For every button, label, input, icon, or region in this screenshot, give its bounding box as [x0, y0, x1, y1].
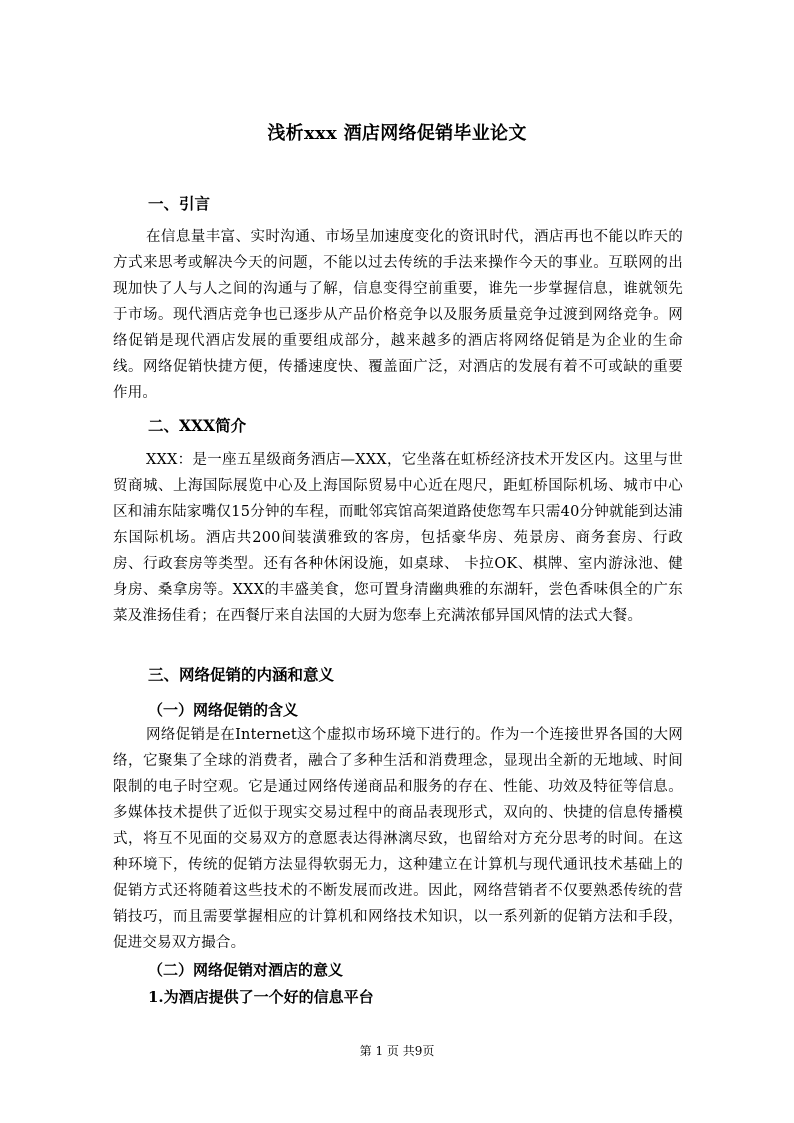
document-title: 浅析xxx 酒店网络促销毕业论文 [267, 123, 527, 144]
hotel-profile-paragraph: XXX：是一座五星级商务酒店—XXX，它坐落在虹桥经济技术开发区内。这里与世贸商城、上海国际展览中心及上海国际贸易中心近在咫尺，距虹桥国际机场、城市中心区和浦东陆家嘴仅15分钟的车程，而毗邻宾馆高架道路使您驾车只需40分钟就能到达浦东国际机场。酒店共200间装潢雅致的客房，包括豪华房、苑景房、商务套房、行政房、行政套房等类型。还有各种休闲设施，如桌球、 卡拉OK、棋牌、室内游泳池、健身房、桑拿房等。XXX的丰盛美食，您可置身清幽典雅的东湖轩，尝色香味俱全的广东菜及淮扬佳肴；在西餐厅来自法国的大厨为您奉上充满浓郁异国风情的法式大餐。 [113, 452, 683, 624]
definition-paragraph: 网络促销是在Internet这个虚拟市场环境下进行的。作为一个连接世界各国的大网络，它聚集了全球的消费者，融合了多种生活和消费理念，显现出全新的无地域、时间限制的电子时空观。它是通过网络传递商品和服务的存在、性能、功效及特征等信息。多媒体技术提供了近似于现实交易过程中的商品表现形式，双向的、快捷的信息传播模式，将互不见面的交易双方的意愿表达得淋漓尽致，也留给对方充分思考的时间。在这种环境下，传统的促销方法显得软弱无力，这种建立在计算机与现代通讯技术基础上的促销方式还将随着这些技术的不断发展而改进。因此，网络营销者不仅要熟悉传统的营销技巧，而且需要掌握相应的计算机和网络技术知识，以一系列新的促销方法和手段，促进交易双方撮合。 [113, 727, 683, 951]
section-heading-promotion-meaning: 三、网络促销的内涵和意义 [148, 665, 335, 684]
page-footer: 第 1 页 共9页 [359, 1044, 435, 1058]
section-heading-hotel-profile: 二、XXX简介 [148, 416, 247, 435]
section-heading-intro: 一、引言 [148, 194, 211, 213]
list-item-info-platform: 1.为酒店提供了一个好的信息平台 [148, 988, 374, 1006]
subsection-heading-definition: （一）网络促销的含义 [148, 701, 299, 719]
subsection-heading-significance: （二）网络促销对酒店的意义 [148, 961, 344, 979]
intro-paragraph: 在信息量丰富、实时沟通、市场呈加速度变化的资讯时代，酒店再也不能以昨天的方式来思考或解决今天的问题，不能以过去传统的手法来操作今天的事业。互联网的出现加快了人与人之间的沟通与了解，信息变得空前重要，谁先一步掌握信息，谁就领先于市场。现代酒店竞争也已逐步从产品价格竞争以及服务质量竞争过渡到网络竞争。网络促销是现代酒店发展的重要组成部分，越来越多的酒店将网络促销是为企业的生命线。网络促销快捷方便，传播速度快、覆盖面广泛，对酒店的发展有着不可或缺的重要作用。 [113, 229, 683, 401]
